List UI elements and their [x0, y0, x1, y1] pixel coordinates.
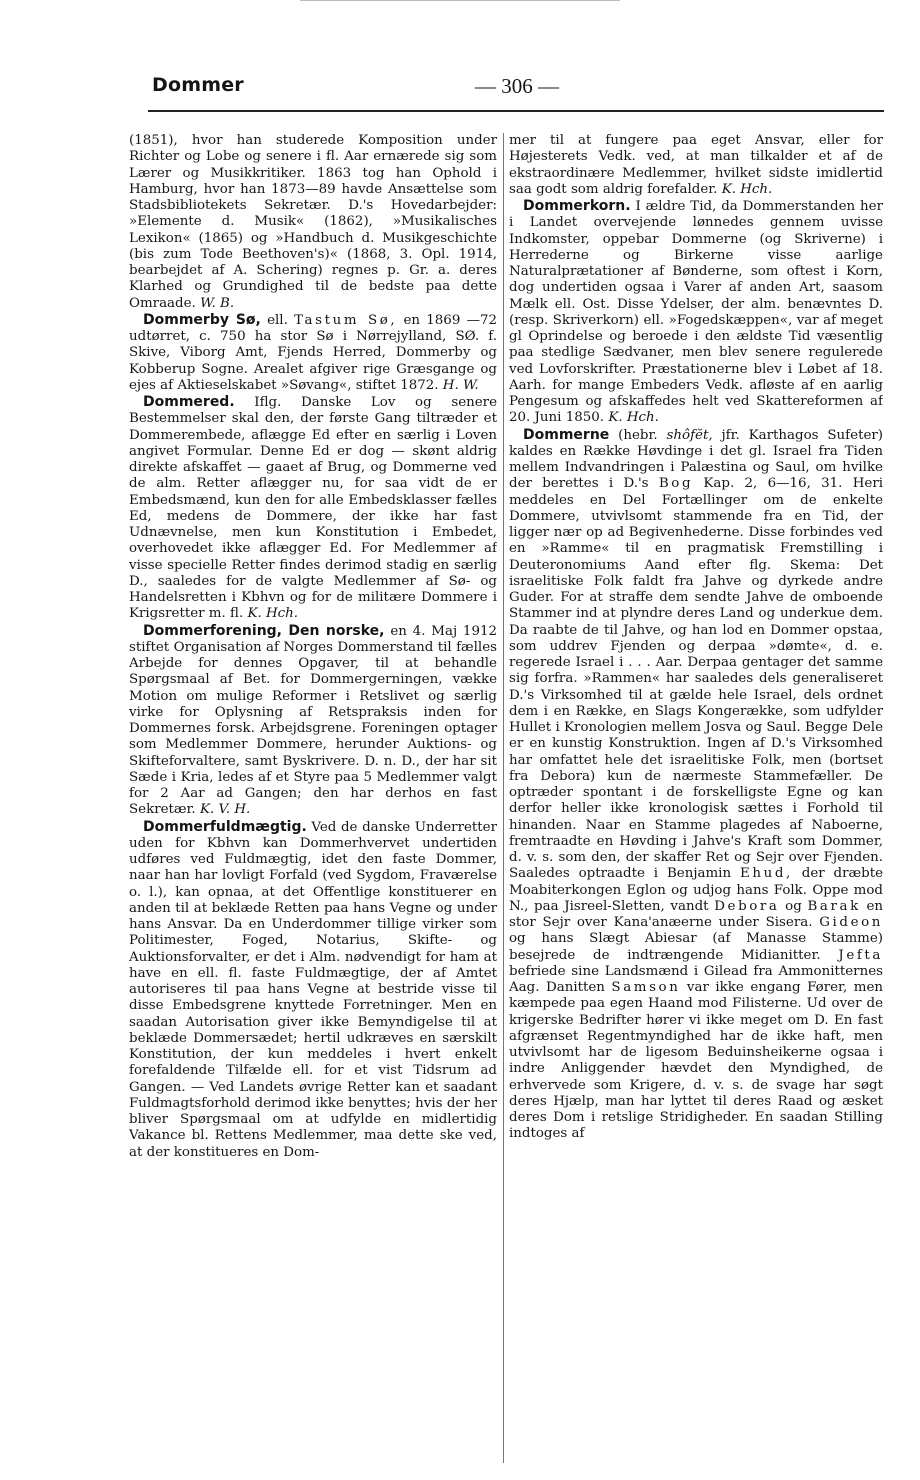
continued-entry: [509, 133, 883, 198]
continued-entry: [129, 133, 497, 312]
spaced-name: Jefta: [838, 947, 883, 963]
top-edge-mark: [300, 0, 620, 4]
page-header: [152, 74, 882, 106]
author-signature: K. Hch.: [721, 181, 773, 197]
entry-text: Iflg. Danske Lov og senere Bestemmelser skal den, der første Gang tiltræder et Dommerembede, aflægge Ed efter en særlig i Loven angivet Formular. Denne Ed er dog — skønt aldrig direkte afskaffet — gaaet af Brug, og Dommerne ved de alm. Retter aflægger nu, for saa vidt de er Embedsmænd, kun den for alle Embedsklasser fælles Ed, medens de Dommere, der ikke har fast Udnævnelse, men kun Konstitution i Embedet, overhovedet ikke aflægger Ed. For Medlemmer af visse specielle Retter findes derimod stadig en særlig D., saaledes for de valgte Medlemmer af Sø- og Handelsretten i Kbhvn og for de militære Dommere i Krigsretter m. fl.: [129, 395, 497, 622]
page-number: — 306 —: [475, 74, 559, 98]
entry-text: mer til at fungere paa eget Ansvar, eller for Højesterets Vedk. ved, at man tilkalder et af de ekstraordinære Medlemmer, hvilket sidste imidlertid saa godt som aldrig forefalder.: [509, 133, 883, 197]
running-head-word: Dommer: [152, 74, 244, 96]
entry-text: Kap. 2, 6—16, 31. Heri meddeles en Del Fortællinger om de enkelte Dommere, utvivlsomt stammende fra en Tid, der ligger nær op ad Begivenhederne. Disse forbindes ved en »Ramme« til en pragmatisk Fremstilling i Deuteronomiums Aand efter flg. Skema: Det israelitiske Folk faldt fra Jahve og dyrkede andre Guder. For at straffe dem sendte Jahve de omboende Stammer ind at plyndre deres Land og underkue dem. Da raabte de til Jahve, og han lod en Dommer opstaa, som uddrev Fjenden og derpaa »dømte«, d. e. regerede Israel i . . . Aar. Derpaa gentager det samme sig forfra. »Rammen« har saaledes dels generaliseret D.'s Virksomhed til at gælde hele Israel, dels ordnet dem i en Række, en Slags Kongerække, som udfylder Hullet i Kronologien mellem Josva og Saul. Begge Dele er en kunstig Konstruktion. Ingen af D.'s Virksomhed har omfattet hele det israelitiske Folk, men (bortset fra Debora) kun de nærmeste Stammefæller. De optræder spontant i de forskelligste Egne og kan derfor heller ikke kronologisk sættes i Forhold til hinanden. Naar en Stamme plagedes af Naboerne, fremtraadte en Høvding i Jahve's Kraft som Dommer, d. v. s. som den, der skaffer Ret og Sejr over Fjenden. Saaledes optraadte i Benjamin: [509, 476, 883, 882]
right-column: [509, 133, 883, 1463]
author-signature: W. B.: [200, 295, 235, 311]
spaced-name: Bog: [658, 476, 694, 492]
spaced-name: Barak: [807, 898, 861, 914]
entry-text: en 4. Maj 1912 stiftet Organisation af Norges Dommerstand til fælles Arbejde for dennes Opgaver, til at behandle Spørgsmaal af Bet. for Dommergerningen, vække Motion om mulige Reformer i Retslivet og særlig virke for Oplysning af Retspraksis inden for Dommernes forsk. Arbejdsgrene. Foreningen optager som Medlemmer Dommere, herunder Auktions- og Skifteforvaltere, samt Byskrivere. D. n. D., der har sit Sæde i Kria, ledes af et Styre paa 5 Medlemmer valgt for 2 Aar ad Gangen; den har derhos en fast Sekretær.: [129, 623, 497, 818]
spaced-name: Tastum Sø,: [294, 312, 398, 328]
hebrew-term: shôfĕt,: [666, 427, 713, 443]
entry-text: befriede sine Landsmænd i Gilead fra Ammonitternes Aag. Danitten: [509, 963, 883, 995]
entry-text: Ved de danske Underretter uden for Kbhvn kan Dommerhvervet undertiden udføres ved Fuldmægtig, idet den faste Dommer, naar han har lovligt Forfald (ved Sygdom, Fraværelse o. l.), kan opnaa, at det Offentlige konstituerer en anden til at beklæde Retten paa hans Vegne og under hans Ansvar. Da en Underdommer tillige virker som Politimester, Foged, Notarius, Skifte- og Auktionsforvalter, er det i Alm. nødvendigt for ham at have en ell. fl. faste Fuldmægtige, der af Amtet autoriseres til paa hans Vegne at bestride visse til disse Embedsgrene knyttede Forretninger. Men en saadan Autorisation giver ikke Bemyndigelse til at beklæde Dommersædet; hertil udkræves en særskilt Konstitution, der kun meddeles i hvert enkelt forefaldende Tilfælde ell. for et vist Tidsrum ad Gangen. — Ved Landets øvrige Retter kan et saadant Fuldmagtsforhold derimod ikke benyttes; hvis der her bliver Spørgsmaal om at udfylde en midlertidig Vakance bl. Rettens Medlemmer, maa dette ske ved, at der konstitueres en Dom-: [129, 819, 497, 1160]
entry-headword: Dommered.: [143, 394, 235, 410]
left-column: [129, 133, 497, 1463]
author-signature: K. V. H.: [199, 802, 251, 818]
spaced-name: Debora: [714, 898, 780, 914]
entry-headword: Dommerby Sø,: [143, 311, 261, 328]
spaced-name: Samson: [611, 980, 681, 995]
entry-text: (1851), hvor han studerede Komposition under Richter og Lobe og senere i fl. Aar ernærede sig som Lærer og Musikkritiker. 1863 tog han Ophold i Hamburg, hvor han 1873—89 havde Ansættelse som Stadsbibliotekets Sekretær. D.'s Hovedarbejder: »Elemente d. Musik« (1862), »Musikalisches Lexikon« (1865) og »Handbuch d. Musikgeschichte (bis zum Tode Beethoven's)« (1868, 3. Opl. 1914, bearbejdet af A. Schering) regnes p. Gr. a. deres Klarhed og Grundighed til de bedste paa dette Omraade.: [129, 133, 497, 311]
entry-text: var ikke engang Fører, men kæmpede paa egen Haand mod Filisterne. Ud over de krigerske Bedrifter hører vi ikke meget om D. En fast afgrænset Regentmyndighed har de ikke haft, men utvivlsomt har de ligesom Beduinsheikerne ogsaa i indre Anliggender hævdet den Myndighed, de erhvervede som Krigere, d. v. s. de svage har søgt deres Hjælp, man har lyttet til deres Raad og æsket deres Dom i retslige Stridigheder. En saadan Stilling indtoges af: [509, 980, 883, 1142]
entry-text: og hans Slægt Abiesar (af Manasse Stamme) besejrede de indtrængende Midianitter.: [509, 931, 883, 963]
entry-text: og: [779, 898, 808, 914]
entry-text: (hebr.: [609, 427, 667, 443]
header-rule: [148, 110, 884, 112]
spaced-name: Ehud,: [740, 866, 793, 882]
entry-text: I ældre Tid, da Dommerstanden her i Landet overvejende lønnedes gennem uvisse Indkomster, oppebar Dommerne (og Skriverne) i Herrederne og Birkerne visse aarlige Naturalprætationer af Bønderne, som oftest i Korn, dog undertiden ogsaa i Varer af anden Art, saasom Mælk ell. Ost. Disse Ydelser, der alm. benævntes D. (resp. Skriverkorn) ell. »Fogedskæppen«, var af meget gl Oprindelse og beroede i den ældste Tid væsentlig paa stedlige Sædvaner, men blev senere regulerede ved Lovforskrifter. Præstationerne blev i Løbet af 18. Aarh. for mange Embeders Vedk. afløste af en aarlig Pengesum og afskaffedes helt ved Skattereformen af 20. Juni 1850.: [509, 199, 883, 426]
entry-headword: Dommerkorn.: [523, 198, 631, 214]
entry-dommerfuldmaegtig: [129, 819, 497, 1161]
entry-text: jfr. Karthagos Sufeter) kaldes en Række Høvdinge i det gl. Israel fra Tiden mellem Indvandringen i Palæstina og Saul, om hvilke der berettes i D.'s: [509, 427, 883, 492]
column-divider: [503, 133, 504, 1463]
entry-text: en 1869 —72 udtørret, c. 750 ha stor Sø i Nørrejylland, SØ. f. Skive, Viborg Amt, Fjends Herred, Dommerby og Kobberup Sogne. Arealet afgiver rige Græsgange og ejes af Aktieselskabet »Søvang«, stiftet 1872.: [129, 312, 497, 393]
entry-dommerforening: [129, 623, 497, 819]
author-signature: K. Hch.: [608, 410, 659, 426]
entry-text: der dræbte Moabiterkongen Eglon og udjog hans Folk. Oppe mod N., paa Jisreel-Sletten, vandt: [509, 866, 883, 914]
entry-headword: Dommerfuldmægtig.: [143, 818, 307, 835]
entry-dommerkorn: [509, 198, 883, 427]
entry-dommered: [129, 394, 497, 623]
entry-dommerby-so: [129, 312, 497, 394]
spaced-name: Gideon: [819, 915, 883, 930]
entry-text: en stor Sejr over Kana'anæerne under Sisera.: [509, 898, 883, 930]
entry-text: ell.: [260, 312, 295, 328]
author-signature: K. Hch.: [247, 606, 299, 622]
author-signature: H. W.: [442, 377, 479, 393]
entry-headword: Dommerforening, Den norske,: [143, 622, 385, 639]
entry-dommerne: [509, 427, 883, 1143]
entry-headword: Dommerne: [523, 426, 610, 443]
